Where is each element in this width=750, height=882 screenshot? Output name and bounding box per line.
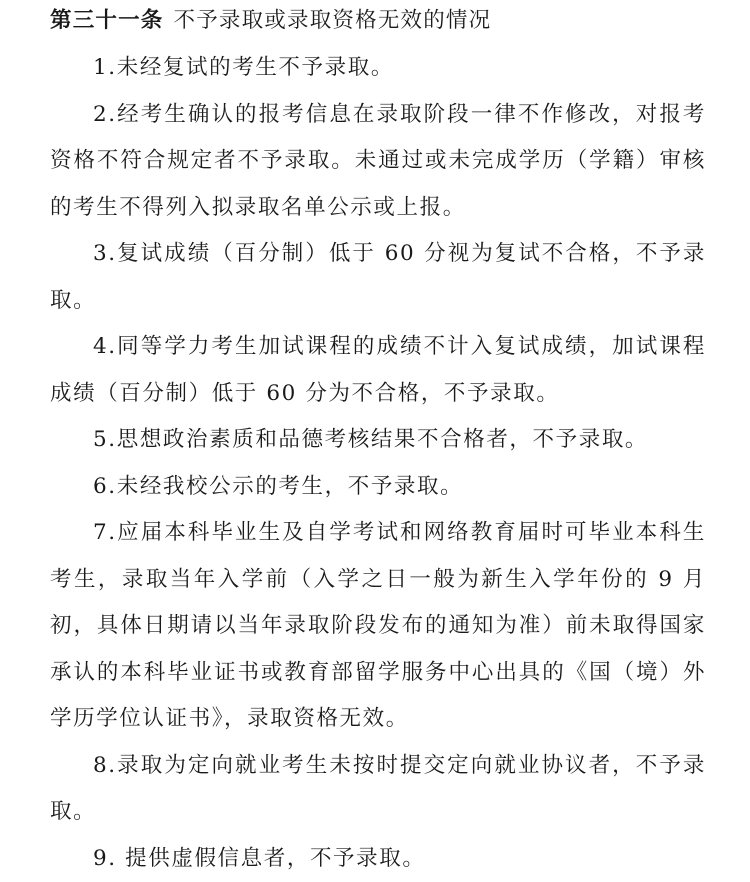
clause-5: 5.思想政治素质和品德考核结果不合格者，不予录取。	[50, 417, 706, 464]
article-title: 不予录取或录取资格无效的情况	[174, 8, 492, 33]
article-number: 第三十一条	[50, 8, 164, 33]
clause-6: 6.未经我校公示的考生，不予录取。	[50, 464, 706, 511]
clause-8: 8.录取为定向就业考生未按时提交定向就业协议者，不予录取。	[50, 743, 706, 836]
clause-7: 7.应届本科毕业生及自学考试和网络教育届时可毕业本科生考生，录取当年入学前（入学之日一般为新生入学年份的 9 月初，具体日期请以当年录取阶段发布的通知为准）前未取得国家承认的本科毕业证书或教育部留学服务中心出具的《国（境）外学历学位认证书》，录取资格无效。	[50, 510, 706, 743]
article-heading	[50, 6, 706, 36]
clause-4: 4.同等学力考生加试课程的成绩不计入复试成绩，加试课程成绩（百分制）低于 60 分为不合格，不予录取。	[50, 324, 706, 417]
clause-2: 2.经考生确认的报考信息在录取阶段一律不作修改，对报考资格不符合规定者不予录取。未通过或未完成学历（学籍）审核的考生不得列入拟录取名单公示或上报。	[50, 92, 706, 232]
clause-3: 3.复试成绩（百分制）低于 60 分视为复试不合格，不予录取。	[50, 231, 706, 324]
clause-9: 9. 提供虚假信息者，不予录取。	[50, 836, 706, 882]
clause-1: 1.未经复试的考生不予录取。	[50, 45, 706, 92]
